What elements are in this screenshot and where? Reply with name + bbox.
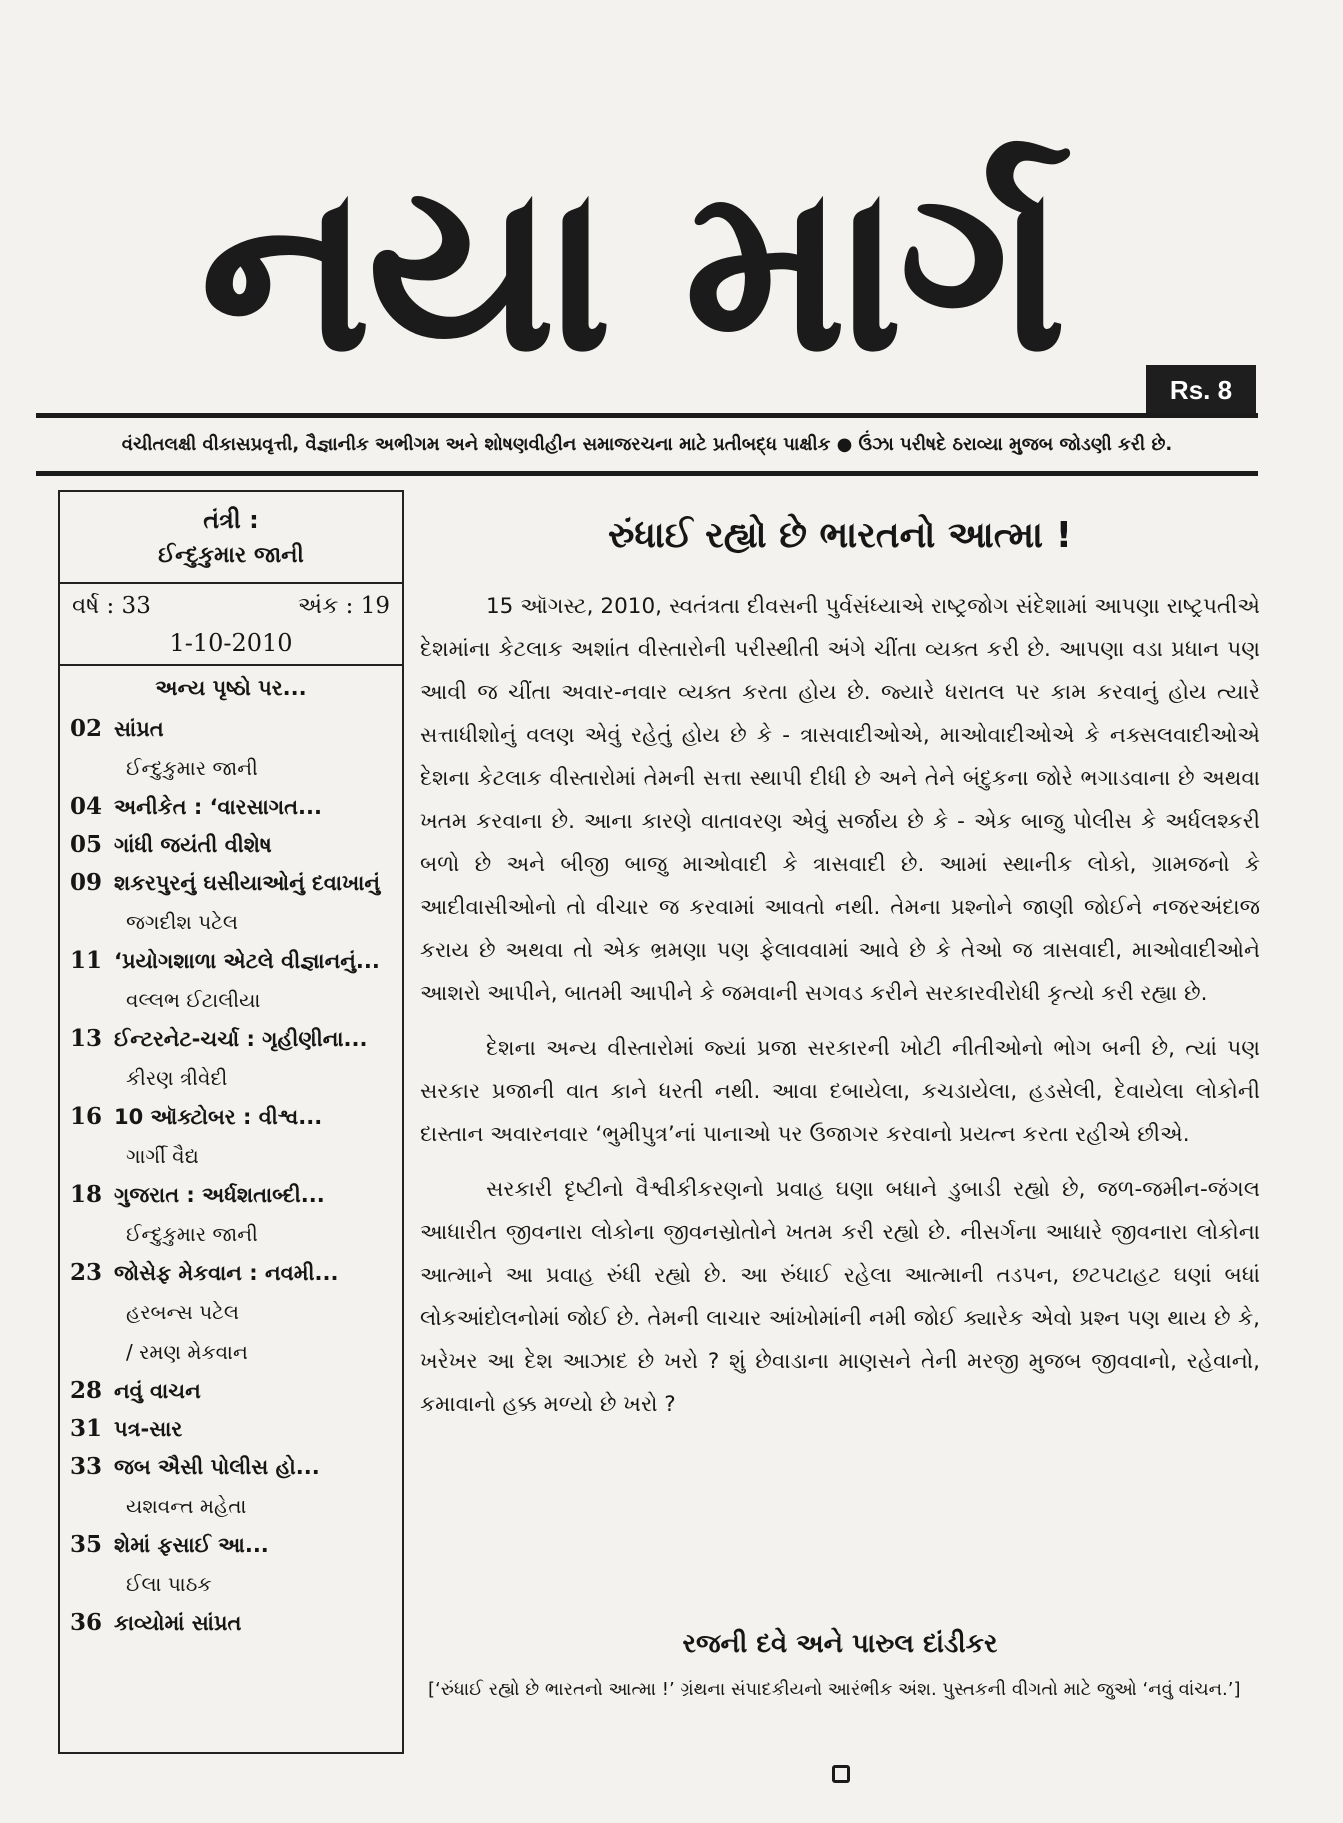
toc-item: [70, 1448, 402, 1526]
toc-item: [70, 942, 402, 1020]
toc-item: [70, 1410, 402, 1448]
toc-title: ગુજરાત : અર્ધશતાબ્દી...: [114, 1183, 325, 1207]
toc-item: [70, 826, 402, 864]
editor-label: તંત્રી :: [203, 506, 259, 534]
article-paragraph: દેશના અન્ય વીસ્તારોમાં જ્યાં પ્રજા સરકારની ખોટી નીતીઓનો ભોગ બની છે, ત્યાં પણ સરકાર પ્રજાની વાત કાને ધરતી નથી. આવા દબાયેલા, કચડાયેલા, હડસેલી, દેવાયેલા લોકોની દાસ્તાન અવારનવાર ‘ભુમીપુત્ર’નાં પાનાઓ પર ઉજાગર કરવાનો પ્રયત્ન કરતા રહીએ છીએ.: [420, 1036, 1260, 1147]
issue-info: [60, 582, 402, 666]
toc-item: [70, 710, 402, 788]
toc-page-number: 35: [70, 1531, 103, 1558]
toc-title: શેમાં ફસાઈ આ...: [114, 1533, 269, 1557]
article-paragraph: 15 ઑગસ્ટ, 2010, સ્વતંત્રતા દીવસની પુર્વસંધ્યાએ રાષ્ટ્રજોગ સંદેશામાં આપણા રાષ્ટ્રપતીએ દેશમાંના કેટલાક અશાંત વીસ્તારોની પરીસ્થીતી અંગે ચીંતા વ્યક્ત કરી છે. આપણા વડા પ્રધાન પણ આવી જ ચીંતા અવાર-નવાર વ્યક્ત કરતા હોય છે. જ્યારે ધરાતલ પર કામ કરવાનું હોય ત્યારે સત્તાધીશોનું વલણ એવું રહેતું હોય છે કે - ત્રાસવાદીઓએ, માઓવાદીઓએ કે નક્સલવાદીઓએ દેશના કેટલાક વીસ્તારોમાં તેમની સત્તા સ્થાપી દીધી છે અને તેને બંદુકના જોરે ભગાડવાના છે અથવા ખતમ કરવાના છે. આના કારણે વાતાવરણ એવું સર્જાય છે કે - એક બાજુ પોલીસ કે અર્ધલશ્કરી બળો છે અને બીજી બાજુ માઓવાદી કે ત્રાસવાદી છે. આમાં સ્થાનીક લોકો, ગ્રામજનો કે આદીવાસીઓનો તો વીચાર જ કરવામાં આવતો નથી. તેમના પ્રશ્નોને જાણી જોઈને નજરઅંદાજ કરાય છે અથવા તો એક ભ્રમણા પણ ફેલાવવામાં આવે છે કે તેઓ જ ત્રાસવાદી, માઓવાદીઓને આશરો આપીને, બાતમી આપીને કે જમવાની સગવડ કરીને સરકારવીરોધી કૃત્યો કરી રહ્યા છે.: [420, 594, 1260, 1006]
toc-page-number: 05: [70, 831, 103, 858]
divider: [36, 413, 1258, 418]
toc-title: પત્ર-સાર: [114, 1417, 183, 1441]
toc-item: [70, 1098, 402, 1176]
toc-title: કાવ્યોમાં સાંપ્રત: [114, 1611, 242, 1635]
toc-page-number: 09: [70, 869, 103, 896]
toc-page-number: 13: [70, 1025, 103, 1052]
toc-title: ‘પ્રયોગશાળા એટલે વીજ્ઞાનનું...: [114, 949, 380, 973]
masthead-title: નયા માર્ગ: [200, 140, 1063, 400]
toc-author: જગદીશ પટેલ: [126, 910, 238, 934]
toc-item: [70, 864, 402, 942]
article-title: રુંધાઈ રહ્યો છે ભારતનો આત્મા !: [608, 515, 1072, 556]
end-mark-icon: [832, 1765, 850, 1783]
toc-title: ઈન્ટરનેટ-ચર્ચા : ગૃહીણીના...: [114, 1027, 368, 1051]
toc-title: શકરપુરનું ઘસીયાઓનું દવાખાનું: [114, 871, 381, 895]
toc-title: જબ ઐસી પોલીસ હો...: [114, 1455, 320, 1479]
toc-item: [70, 1176, 402, 1254]
editor-block: [60, 492, 402, 582]
toc-title: નવું વાચન: [114, 1379, 201, 1403]
toc-item: [70, 1020, 402, 1098]
divider: [36, 471, 1258, 476]
tagline: વંચીતલક્ષી વીકાસપ્રવૃત્તી, વૈજ્ઞાનીક અભીગમ અને શોષણવીહીન સમાજરચના માટે પ્રતીબદ્ધ પાક્ષીક ● ઉંઝા પરીષદે ઠરાવ્યા મુજબ જોડણી કરી છે.: [121, 434, 1173, 455]
toc-item: [70, 1604, 402, 1642]
toc-author: કીરણ ત્રીવેદી: [126, 1066, 228, 1090]
issue-date: 1-10-2010: [169, 629, 293, 657]
toc-author: ઈલા પાઠક: [126, 1572, 212, 1596]
toc-page-number: 28: [70, 1377, 103, 1404]
toc-page-number: 36: [70, 1609, 103, 1636]
byline: રજની દવે અને પારુલ દાંડીકર: [682, 1629, 998, 1659]
toc-author: હરબન્સ પટેલ: [126, 1300, 239, 1324]
toc-page-number: 31: [70, 1415, 103, 1442]
toc-title: સાંપ્રત: [114, 717, 164, 741]
toc-author: યશવન્ત મહેતા: [126, 1494, 247, 1518]
toc-page-number: 16: [70, 1103, 103, 1130]
sidebar-index: [58, 490, 404, 1754]
toc-item: [70, 1526, 402, 1604]
toc-author: વલ્લભ ઈટાલીયા: [126, 988, 261, 1012]
price-badge: Rs. 8: [1146, 365, 1256, 415]
toc-page-number: 23: [70, 1259, 103, 1286]
toc-title: 10 ઑક્ટોબર : વીશ્વ...: [114, 1105, 323, 1129]
toc-title: ગાંધી જયંતી વીશેષ: [114, 833, 272, 857]
other-pages-heading: અન્ય પૃષ્ઠો પર...: [155, 676, 307, 700]
toc-author: ઈન્દુકુમાર જાની: [126, 1222, 258, 1246]
toc-item: [70, 1372, 402, 1410]
volume-year: વર્ષ : 33: [72, 593, 151, 619]
toc-item: [70, 788, 402, 826]
editor-name: ઈન્દુકુમાર જાની: [158, 543, 304, 568]
toc-page-number: 11: [70, 947, 103, 974]
toc-page-number: 04: [70, 793, 103, 820]
article-paragraph: સરકારી દૃષ્ટીનો વૈશ્વીકીકરણનો પ્રવાહ ઘણા બધાને ડુબાડી રહ્યો છે, જળ-જમીન-જંગલ આધારીત જીવનારા લોકોના જીવનસ્રોતોને ખતમ કરી રહ્યો છે. નીસર્ગના આધારે જીવનારા લોકોના આત્માને આ પ્રવાહ રુંધી રહ્યો છે. આ રુંધાઈ રહેલા આત્માની તડપન, છટપટાહટ ઘણાં બધાં લોકઆંદોલનોમાં જોઈ છે. તેમની લાચાર આંખોમાંની નમી જોઈ ક્યારેક એવો પ્રશ્ન પણ થાય છે કે, ખરેખર આ દેશ આઝાદ છે ખરો ? શું છેવાડાના માણસને તેની મરજી મુજબ જીવવાનો, રહેવાનો, કમાવાનો હક્ક મળ્યો છે ખરો ?: [420, 1177, 1260, 1417]
toc-author: ઈન્દુકુમાર જાની: [126, 756, 258, 780]
toc-author: ગાર્ગી વૈદ્ય: [126, 1144, 199, 1168]
toc-title: જોસેફ મેકવાન : નવમી...: [114, 1261, 339, 1285]
toc-page-number: 02: [70, 715, 103, 742]
toc-title: અનીકેત : ‘વારસાગત...: [114, 795, 322, 819]
toc-page-number: 33: [70, 1453, 103, 1480]
toc-item: [70, 1254, 402, 1372]
footnote: [‘રુંધાઈ રહ્યો છે ભારતનો આત્મા !’ ગ્રંથના સંપાદકીયનો આરંભીક અંશ. પુસ્તકની વીગતો માટે જુઓ ‘નવું વાંચન.’]: [428, 1679, 1241, 1700]
table-of-contents: [60, 710, 402, 1642]
issue-number: અંક : 19: [297, 593, 390, 619]
toc-page-number: 18: [70, 1181, 103, 1208]
article-body: [420, 585, 1260, 1438]
toc-author: / રમણ મેકવાન: [126, 1340, 248, 1364]
